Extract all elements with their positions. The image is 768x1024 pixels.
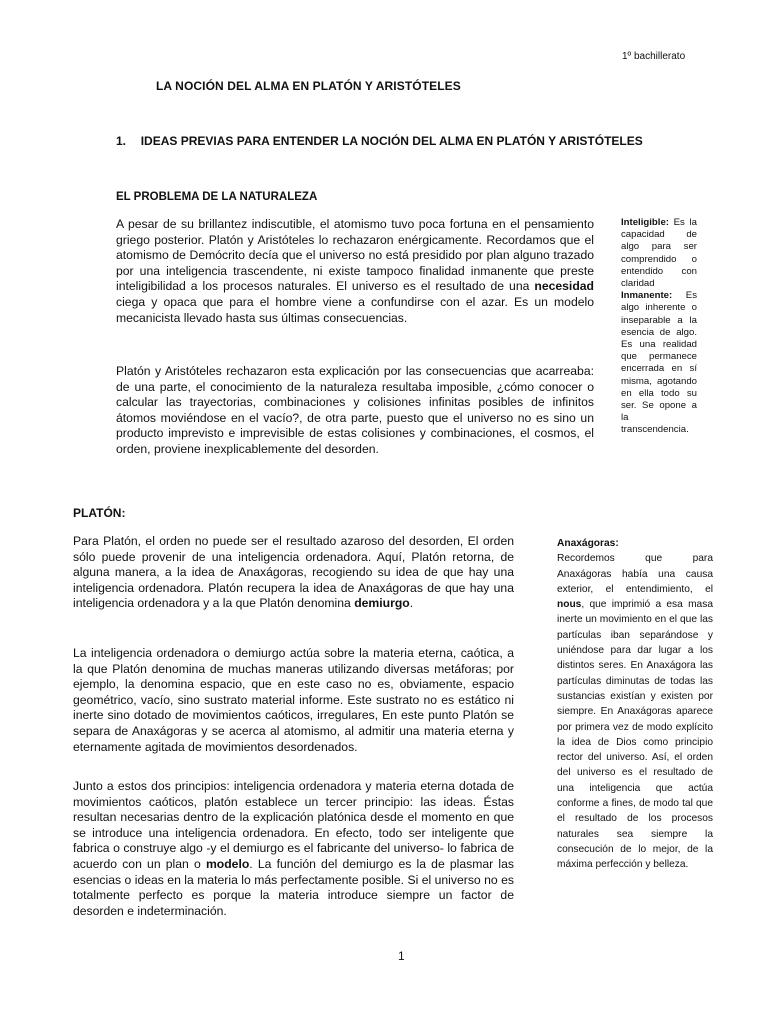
text-run: . La función del demiurgo es la de plasmar las esencias o ideas en la materia lo más perfectamente posible. Si el universo no es totalmente perfecto es porque la materia introduce siempre un factor de desorden e indeterminación. [73, 856, 514, 918]
text-run: , que imprimió a esa masa inerte un movimiento en el que las partículas iban separándose y uniéndose para dar lugar a los distintos seres. En Anaxágora las partículas diminutas de todas las sustancias existían y existen por siempre. En Anaxágoras aparece por primera vez de modo explícito la idea de Dios como principio rector del universo. Así, el orden del universo es el resultado de una inteligencia que actúa conforme a fines, de modo tal que el resultado de los procesos naturales sea siempre la consecución de lo mejor, de la máxima perfección y belleza. [557, 599, 713, 871]
platon-heading: PLATÓN: [73, 506, 126, 520]
glossary-definition: Es la capacidad de algo para ser comprendido o entendido con claridad [621, 217, 697, 290]
text-run: A pesar de su brillantez indiscutible, el atomismo tuvo poca fortuna en el pensamiento griego posterior. Platón y Aristóteles lo rechazaron enérgicamente. Recordamos que el atomismo de Demócrito decía que el universo no está presidido por plan alguno trazado por una inteligencia trascendente, ni existe tampoco finalidad inmanente que preste inteligibilidad a los procesos naturales. El universo es el resultado de una [116, 217, 594, 294]
section-title: IDEAS PREVIAS PARA ENTENDER LA NOCIÓN DEL ALMA EN PLATÓN Y ARISTÓTELES [140, 134, 643, 148]
bold-term-necesidad: necesidad [534, 279, 594, 294]
naturaleza-paragraph-2: Platón y Aristóteles rechazaron esta explicación por las consecuencias que acarreaba: de una parte, el conocimiento de la naturaleza resultaba imposible, ¿cómo conocer o calcular las trayectorias, combinaciones y colisiones infinitas posibles de infinitos átomos moviéndose en el vacío?, de otra parte, puesto que el universo no es sino un producto imprevisto e imprevisible de estas colisiones y combinaciones, el cosmos, el orden, proviene inexplicablemente del desorden. [116, 364, 594, 456]
naturaleza-paragraph-1 [116, 217, 594, 326]
anaxagoras-heading: Anaxágoras: [557, 538, 619, 549]
page-number: 1 [398, 949, 405, 963]
glossary-term-inteligible: Inteligible: [621, 217, 669, 228]
anaxagoras-sidebar [557, 536, 713, 873]
platon-paragraph-1 [73, 534, 514, 612]
glossary-sidebar [621, 217, 697, 437]
section-number: 1. [116, 134, 127, 148]
text-run: Junto a estos dos principios: inteligencia ordenadora y materia eterna dotada de movimientos caóticos, platón establece un tercer principio: las ideas. Éstas resultan necesarias dentro de la explicación platónica desde el momento en que se introduce una inteligencia ordenadora. En efecto, todo ser inteligente que fabrica o construye algo -y el demiurgo es el fabricante del universo- lo fabrica de acuerdo con un plan o [73, 779, 514, 871]
glossary-definition: Es algo inherente o inseparable a la esencia de algo. Es una realidad que permanece encerrada en sí misma, agotando en ella todo su ser. Se opone a la transcendencia. [621, 290, 697, 436]
text-run: Recordemos que para Anaxágoras había una causa exterior, el entendimiento, el [557, 553, 713, 595]
naturaleza-heading: EL PROBLEMA DE LA NATURALEZA [116, 191, 318, 203]
glossary-term-inmanente: Inmanente: [621, 290, 673, 302]
platon-paragraph-2: La inteligencia ordenadora o demiurgo actúa sobre la materia eterna, caótica, a la que Platón denomina de muchas maneras utilizando diversas metáforas; por ejemplo, la denomina espacio, que en este caso no es, obviamente, espacio geométrico, vacío, sino sustrato material informe. Este sustrato no es estático ni inerte sino dotado de movimientos caóticos, irregulares, En este punto Platón se separa de Anaxágoras y se acerca al atomismo, al admitir una materia eterna y eternamente agitada de movimientos desordenados. [73, 646, 514, 754]
platon-paragraph-3 [73, 779, 514, 919]
text-run: . [409, 596, 414, 611]
section-heading [116, 134, 643, 148]
course-label: 1º bachillerato [622, 51, 686, 62]
bold-term-nous: nous [557, 599, 582, 611]
bold-term-demiurgo: demiurgo [354, 596, 410, 611]
document-title: LA NOCIÓN DEL ALMA EN PLATÓN Y ARISTÓTELES [156, 79, 461, 93]
bold-term-modelo: modelo [205, 856, 250, 871]
text-run: ciega y opaca que para el hombre viene a confundirse con el azar. Es un modelo mecanicista llevado hasta sus últimas consecuencias. [116, 294, 594, 325]
text-run: Para Platón, el orden no puede ser el resultado azaroso del desorden, El orden sólo puede provenir de una inteligencia ordenadora. Aquí, Platón retorna, de alguna manera, a la idea de Anaxágoras, recogiendo su idea de que hay una inteligencia ordenadora. Platón recupera la idea de Anaxágoras de que hay una inteligencia ordenadora y a la que Platón denomina [73, 534, 514, 611]
